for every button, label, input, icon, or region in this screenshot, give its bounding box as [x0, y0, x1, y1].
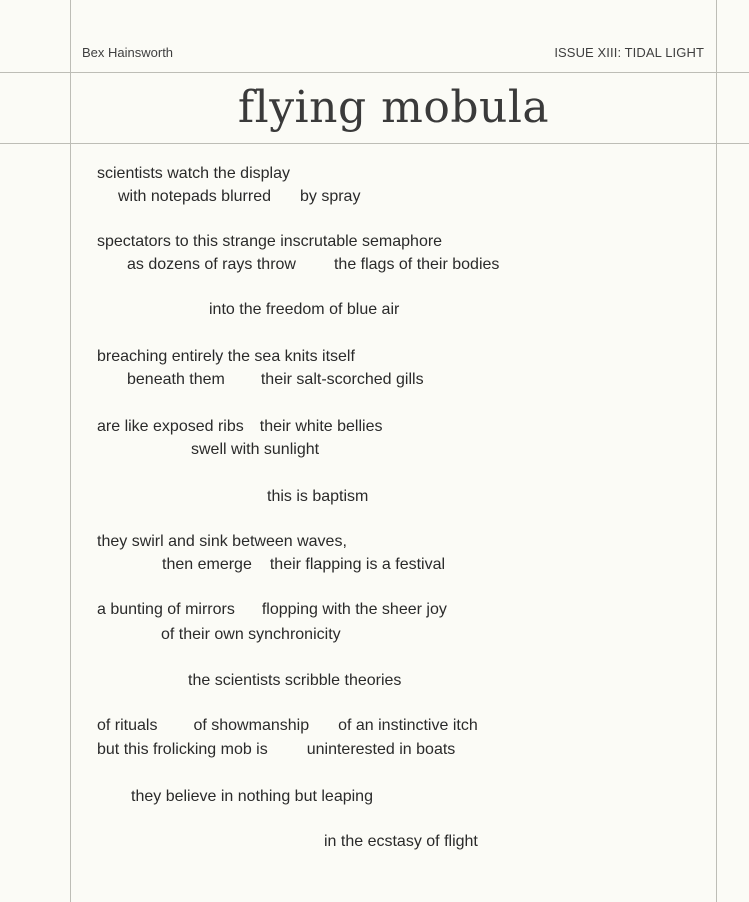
poem-phrase: the flags of their bodies	[333, 256, 500, 273]
poem-phrase: their flapping is a festival	[269, 556, 446, 573]
poem-phrase: in the ecstasy of flight	[324, 833, 478, 850]
poem-line	[118, 187, 360, 207]
poem-phrase: their white bellies	[259, 418, 383, 435]
poem-line	[191, 440, 319, 460]
poem-phrase: of rituals	[97, 717, 158, 734]
left-margin-rule	[70, 0, 71, 902]
poem-phrase: but this frolicking mob is	[97, 741, 268, 758]
poem-phrase: by spray	[299, 188, 361, 205]
poem-phrase: of an instinctive itch	[338, 717, 478, 734]
poem-line	[97, 232, 442, 252]
poem-line	[188, 671, 401, 691]
poem-line	[97, 532, 347, 552]
title-rule	[0, 143, 749, 144]
poem-phrase: they swirl and sink between waves,	[97, 533, 347, 550]
poem-line	[324, 832, 478, 852]
poem-phrase: of their own synchronicity	[161, 626, 341, 643]
poem-phrase: beneath them	[127, 371, 225, 388]
poem-line	[97, 417, 382, 437]
poem-phrase: their salt-scorched gills	[260, 371, 424, 388]
poem-line	[127, 370, 424, 390]
poem-phrase: into the freedom of blue air	[209, 301, 400, 318]
poem-title: flying mobula	[237, 82, 550, 133]
poem-phrase: this is baptism	[267, 488, 369, 505]
poem-phrase: of showmanship	[193, 717, 310, 734]
poem-phrase: as dozens of rays throw	[127, 256, 296, 273]
poem-line	[97, 716, 478, 736]
issue-label: ISSUE XIII: TIDAL LIGHT	[554, 45, 704, 60]
poem-phrase: spectators to this strange inscrutable semaphore	[97, 233, 443, 250]
poem-line	[97, 600, 447, 620]
poem-phrase: with notepads blurred	[118, 188, 271, 205]
poem-line	[209, 300, 399, 320]
header-rule	[0, 72, 749, 73]
poem-line	[161, 625, 341, 645]
poem-line	[162, 555, 445, 575]
poem-line	[97, 740, 455, 760]
poem-phrase: are like exposed ribs	[97, 418, 244, 435]
poem-line	[97, 347, 355, 367]
poem-line	[267, 487, 368, 507]
poem-phrase: scientists watch the display	[97, 165, 290, 182]
poem-line	[131, 787, 373, 807]
poem-phrase: uninterested in boats	[306, 741, 456, 758]
poem-phrase: breaching entirely the sea knits itself	[97, 348, 355, 365]
poem-phrase: then emerge	[162, 556, 252, 573]
author-name: Bex Hainsworth	[82, 45, 174, 60]
poem-phrase: swell with sunlight	[191, 441, 320, 458]
poem-phrase: the scientists scribble theories	[188, 672, 402, 689]
poem-phrase: they believe in nothing but leaping	[131, 788, 373, 805]
poem-phrase: a bunting of mirrors	[97, 601, 235, 618]
right-margin-rule	[716, 0, 717, 902]
poem-line	[127, 255, 499, 275]
poem-phrase: flopping with the sheer joy	[261, 601, 447, 618]
poem-line	[97, 164, 290, 184]
